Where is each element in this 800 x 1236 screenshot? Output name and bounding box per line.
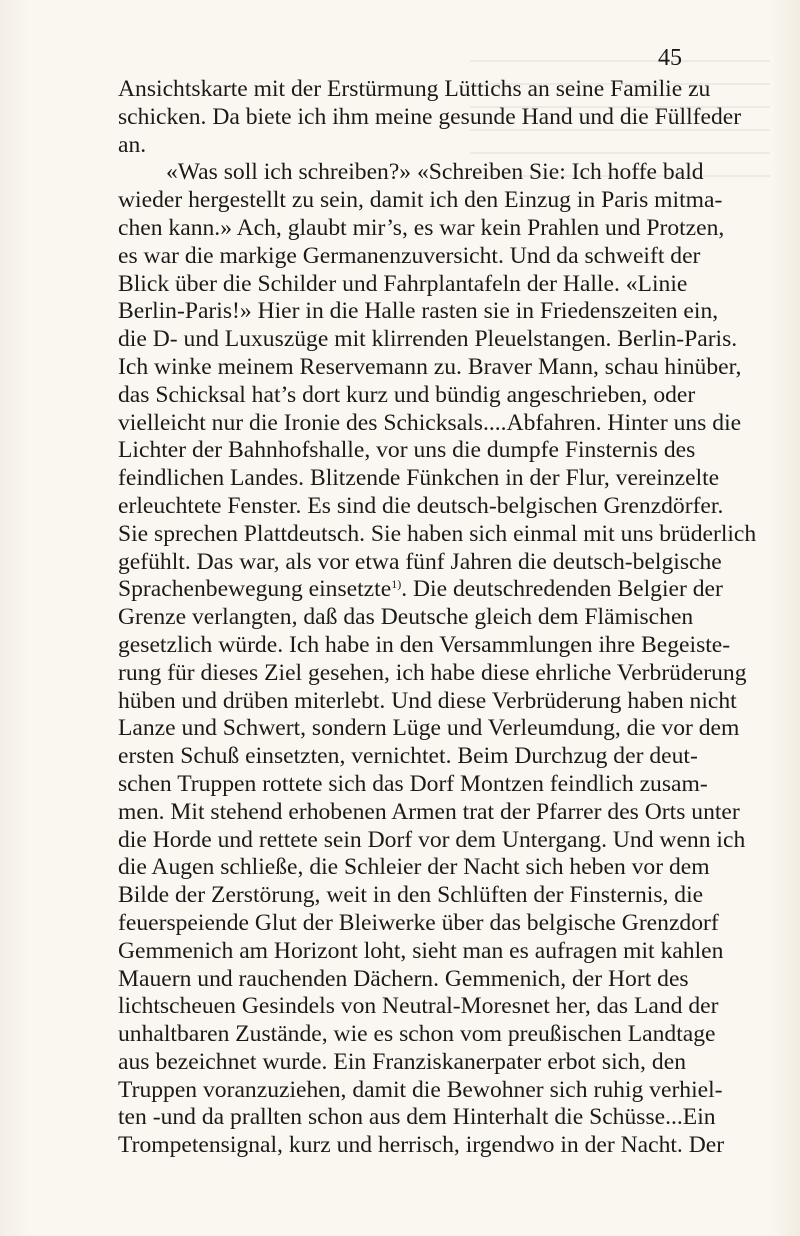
text-line: «Was soll ich schreiben?» «Schreiben Sie: Ich hoffe bald — [166, 159, 704, 186]
text-line: men. Mit stehend erhobenen Armen trat der Pfarrer des Orts unter — [118, 798, 740, 825]
text-line: Blick über die Schilder und Fahrplantafeln der Halle. «Linie — [118, 270, 688, 297]
text-line: gesetzlich würde. Ich habe in den Versammlungen ihre Begeiste- — [118, 631, 731, 658]
page-number: 45 — [658, 45, 682, 71]
text-line: wieder hergestellt zu sein, damit ich den Einzug in Paris mitma- — [118, 187, 723, 214]
text-line: Lanze und Schwert, sondern Lüge und Verleumdung, die vor dem — [118, 715, 740, 742]
text-line: lichtscheuen Gesindels von Neutral-Moresnet her, das Land der — [118, 993, 719, 1020]
text-line: die D- und Luxuszüge mit klirrenden Pleuelstangen. Berlin-Paris. — [118, 326, 738, 353]
text-line: die Horde und rettete sein Dorf vor dem Untergang. Und wenn ich — [118, 826, 746, 853]
text-line: das Schicksal hat’s dort kurz und bündig angeschrieben, oder — [118, 381, 696, 408]
body-text — [118, 76, 757, 1160]
text-line: schen Truppen rottete sich das Dorf Montzen feindlich zusam- — [118, 770, 708, 797]
text-fragment: . Die deutschredenden Belgier der — [401, 576, 723, 603]
footnote-marker[interactable]: 1) — [391, 577, 402, 592]
text-line: rung für dieses Ziel gesehen, ich habe diese ehrliche Verbrüderung — [118, 659, 747, 686]
text-line: Bilde der Zerstörung, weit in den Schlüften der Finsternis, die — [118, 882, 704, 909]
text-line: die Augen schließe, die Schleier der Nacht sich heben vor dem — [118, 854, 710, 881]
text-line: ten -und da prallten schon aus dem Hinterhalt die Schüsse...Ein — [118, 1104, 716, 1131]
text-line: gefühlt. Das war, als vor etwa fünf Jahren die deutsch-belgische — [118, 548, 722, 575]
text-line: Trompetensignal, kurz und herrisch, irgendwo in der Nacht. Der — [118, 1132, 725, 1159]
text-line: vielleicht nur die Ironie des Schicksals....Abfahren. Hinter uns die — [118, 409, 742, 436]
text-line: Sie sprechen Plattdeutsch. Sie haben sich einmal mit uns brüderlich — [118, 520, 757, 547]
text-line: schicken. Da biete ich ihm meine gesunde Hand und die Füllfeder — [118, 103, 742, 130]
text-line: Mauern und rauchenden Dächern. Gemmenich, der Hort des — [118, 965, 689, 992]
text-line: feindlichen Landes. Blitzende Fünkchen in der Flur, vereinzelte — [118, 465, 720, 492]
text-line: Ich winke meinem Reservemann zu. Braver Mann, schau hinüber, — [118, 353, 742, 380]
text-line: Gemmenich am Horizont loht, sieht man es aufragen mit kahlen — [118, 937, 724, 964]
text-line: Grenze verlangten, daß das Deutsche gleich dem Flämischen — [118, 604, 694, 631]
text-line: unhaltbaren Zustände, wie es schon vom preußischen Landtage — [118, 1021, 716, 1048]
text-fragment: Sprachenbewegung einsetzte — [118, 576, 392, 603]
text-line: erleuchtete Fenster. Es sind die deutsch-belgischen Grenzdörfer. — [118, 492, 724, 519]
text-line-with-footnote — [118, 576, 723, 604]
text-line: feuerspeiende Glut der Bleiwerke über das belgische Grenzdorf — [118, 909, 719, 936]
text-line: an. — [118, 131, 147, 158]
text-line: Berlin-Paris!» Hier in die Halle rasten sie in Friedenszeiten ein, — [118, 298, 719, 325]
text-line: chen kann.» Ach, glaubt mir’s, es war kein Prahlen und Protzen, — [118, 214, 725, 241]
text-line: Truppen voranzuziehen, damit die Bewohner sich ruhig verhiel- — [118, 1076, 723, 1103]
text-line: ersten Schuß einsetzten, vernichtet. Beim Durchzug der deut- — [118, 743, 698, 770]
text-line: Ansichtskarte mit der Erstürmung Lüttichs an seine Familie zu — [118, 76, 711, 102]
text-line: aus bezeichnet wurde. Ein Franziskanerpater erbot sich, den — [118, 1048, 686, 1075]
text-line: es war die markige Germanenzuversicht. Und da schweift der — [118, 242, 701, 269]
text-line: Lichter der Bahnhofshalle, vor uns die dumpfe Finsternis des — [118, 437, 696, 464]
text-line: hüben und drüben miterlebt. Und diese Verbrüderung haben nicht — [118, 687, 737, 714]
